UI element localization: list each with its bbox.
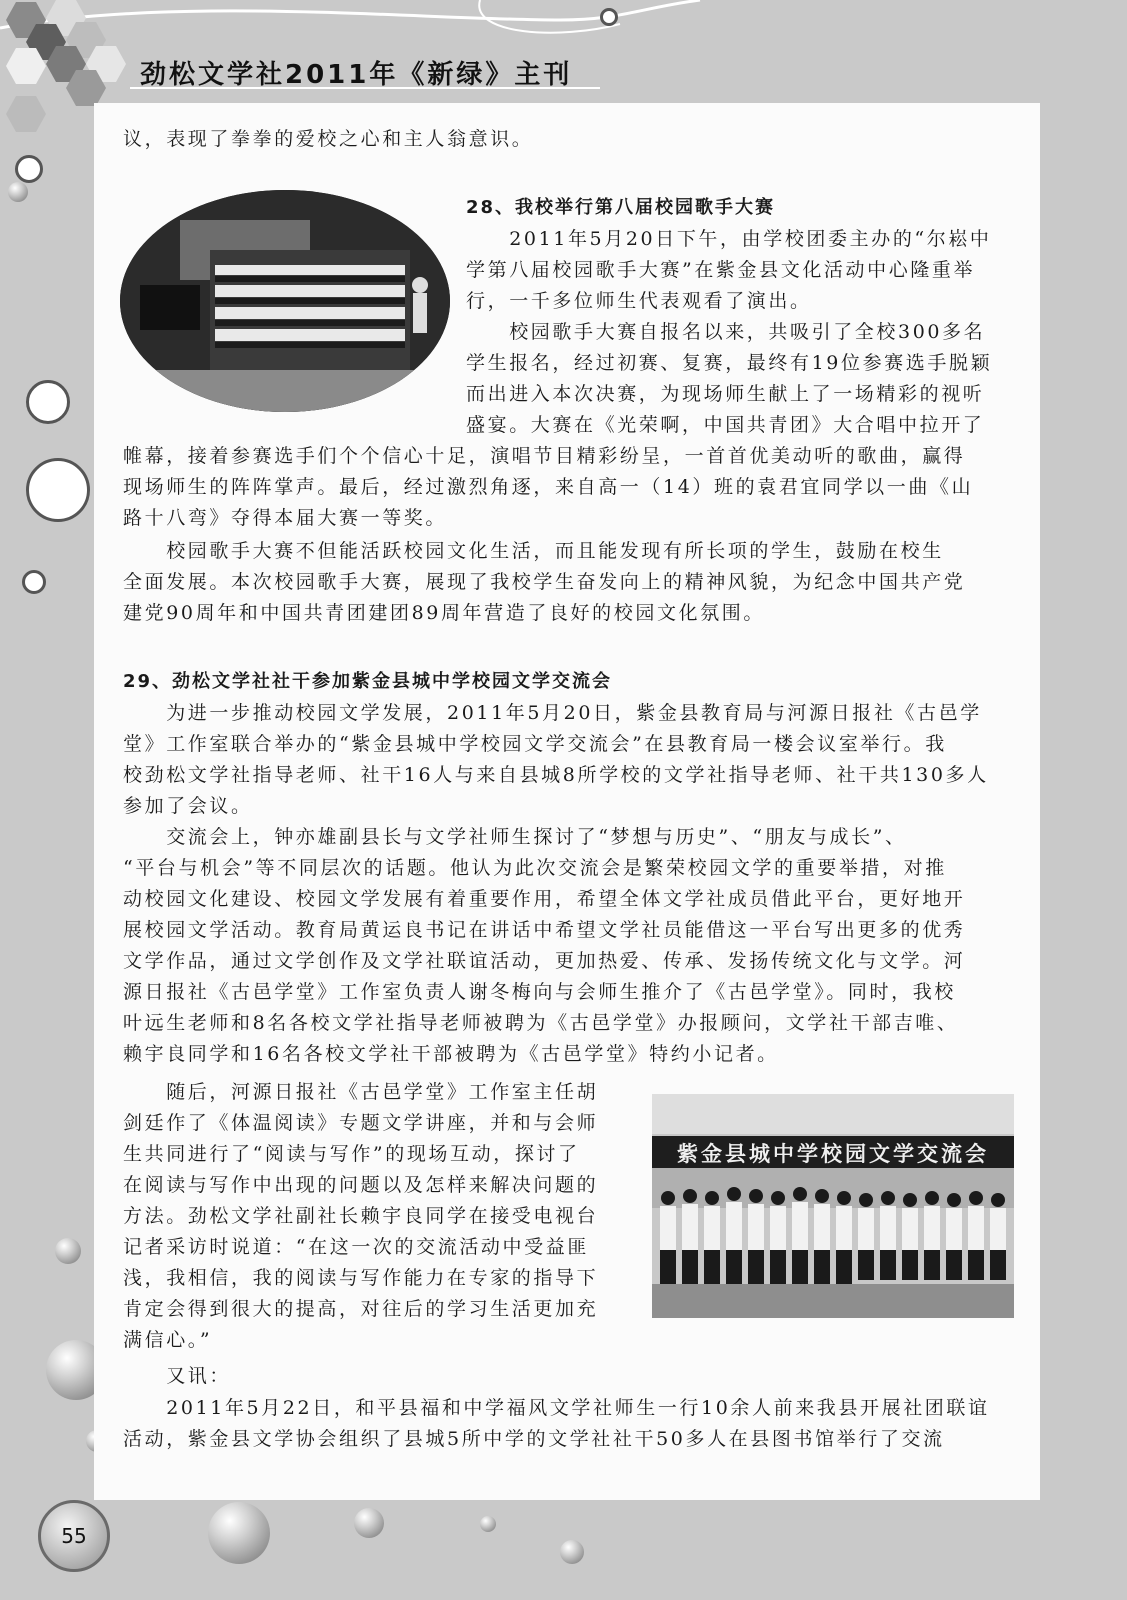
text-line: 校劲松文学社指导老师、社干16人与来自县城8所学校的文学社指导老师、社干共130多人 bbox=[123, 764, 989, 786]
ring-decoration bbox=[26, 380, 70, 424]
text-line: 现场师生的阵阵掌声。最后，经过激烈角逐，来自高一（14）班的袁君宜同学以一曲《山 bbox=[123, 476, 974, 498]
text-line: 全面发展。本次校园歌手大赛，展现了我校学生奋发向上的精神风貌，为纪念中国共产党 bbox=[123, 571, 966, 593]
bubble-decoration bbox=[354, 1508, 384, 1538]
bubble-decoration bbox=[55, 1238, 81, 1264]
text-line: 校园歌手大赛不但能活跃校园文化生活，而且能发现有所长项的学生，鼓励在校生 bbox=[123, 540, 944, 562]
text-line: 帷幕，接着参赛选手们个个信心十足，演唱节目精彩纷呈，一首首优美动听的歌曲，赢得 bbox=[123, 445, 966, 467]
text-line: 赖宇良同学和16名各校文学社干部被聘为《古邑学堂》特约小记者。 bbox=[123, 1043, 779, 1065]
section-28-heading: 28、我校举行第八届校园歌手大赛 bbox=[466, 197, 776, 218]
text-line: 剑廷作了《体温阅读》专题文学讲座，并和与会师 bbox=[123, 1112, 599, 1134]
ring-decoration bbox=[22, 570, 46, 594]
section-29-heading: 29、劲松文学社社干参加紫金县城中学校园文学交流会 bbox=[123, 671, 613, 692]
bubble-decoration bbox=[208, 1502, 270, 1564]
bubble-decoration bbox=[560, 1540, 584, 1564]
text-line: 2011年5月22日，和平县福和中学福风文学社师生一行10余人前来我县开展社团联谊 bbox=[123, 1397, 990, 1419]
photo-banner-text: 紫金县城中学校园文学交流会 bbox=[677, 1141, 989, 1166]
text-line: 随后，河源日报社《古邑学堂》工作室主任胡 bbox=[123, 1081, 599, 1103]
text-line: 建党90周年和中国共青团建团89周年营造了良好的校园文化氛围。 bbox=[123, 602, 765, 624]
text-line: 记者采访时说道：“在这一次的交流活动中受益匪 bbox=[123, 1236, 589, 1258]
text-line: 源日报社《古邑学堂》工作室负责人谢冬梅向与会师生推介了《古邑学堂》。同时，我校 bbox=[123, 981, 956, 1003]
text-line: 路十八弯》夺得本届大赛一等奖。 bbox=[123, 507, 448, 529]
text-line: 盛宴。大赛在《光荣啊，中国共青团》大合唱中拉开了 bbox=[466, 414, 985, 436]
ring-decoration bbox=[600, 8, 618, 26]
choir-photo bbox=[120, 190, 450, 412]
text-line: 行，一千多位师生代表观看了演出。 bbox=[466, 290, 812, 312]
text-line: 展校园文学活动。教育局黄运良书记在讲话中希望文学社员能借这一平台写出更多的优秀 bbox=[123, 919, 966, 941]
text-line: 学第八届校园歌手大赛”在紫金县文化活动中心隆重举 bbox=[466, 259, 976, 281]
exchange-meeting-photo bbox=[652, 1094, 1014, 1318]
text-line: 又讯： bbox=[123, 1365, 232, 1387]
text-line: 满信心。” bbox=[123, 1329, 213, 1351]
text-line: 为进一步推动校园文学发展，2011年5月20日，紫金县教育局与河源日报社《古邑学 bbox=[123, 702, 982, 724]
text-line: 叶远生老师和8名各校文学社指导老师被聘为《古邑学堂》办报顾问，文学社干部吉唯、 bbox=[123, 1012, 959, 1034]
text-line: 2011年5月20日下午，由学校团委主办的“尔崧中 bbox=[466, 228, 992, 250]
text-line: 生共同进行了“阅读与写作”的现场互动，探讨了 bbox=[123, 1143, 580, 1165]
bubble-decoration bbox=[8, 182, 28, 202]
text-line: 堂》工作室联合举办的“紫金县城中学校园文学交流会”在县教育局一楼会议室举行。我 bbox=[123, 733, 947, 755]
text-line: 而出进入本次决赛，为现场师生献上了一场精彩的视听 bbox=[466, 383, 985, 405]
ring-decoration bbox=[26, 458, 90, 522]
text-line: 动校园文化建设、校园文学发展有着重要作用，希望全体文学社成员借此平台，更好地开 bbox=[123, 888, 966, 910]
text-line: “平台与机会”等不同层次的话题。他认为此次交流会是繁荣校园文学的重要举措，对推 bbox=[123, 857, 947, 879]
text-line: 活动，紫金县文学协会组织了县城5所中学的文学社社干50多人在县图书馆举行了交流 bbox=[123, 1428, 945, 1450]
text-line: 文学作品，通过文学创作及文学社联谊活动，更加热爱、传承、发扬传统文化与文学。河 bbox=[123, 950, 966, 972]
page-number: 55 bbox=[38, 1500, 110, 1572]
text-line: 议，表现了拳拳的爱校之心和主人翁意识。 bbox=[123, 128, 534, 150]
text-line: 学生报名，经过初赛、复赛，最终有19位参赛选手脱颖 bbox=[466, 352, 993, 374]
text-line: 浅，我相信，我的阅读与写作能力在专家的指导下 bbox=[123, 1267, 599, 1289]
ring-decoration bbox=[15, 155, 43, 183]
text-line: 方法。劲松文学社副社长赖宇良同学在接受电视台 bbox=[123, 1205, 599, 1227]
text-line: 参加了会议。 bbox=[123, 795, 253, 817]
text-line: 交流会上，钟亦雄副县长与文学社师生探讨了“梦想与历史”、“朋友与成长”、 bbox=[123, 826, 907, 848]
bubble-decoration bbox=[480, 1516, 496, 1532]
text-line: 在阅读与写作中出现的问题以及怎样来解决问题的 bbox=[123, 1174, 599, 1196]
magazine-header-title: 劲松文学社2011年《新绿》主刊 bbox=[140, 60, 573, 90]
text-line: 肯定会得到很大的提高，对往后的学习生活更加充 bbox=[123, 1298, 599, 1320]
text-line: 校园歌手大赛自报名以来，共吸引了全校300多名 bbox=[466, 321, 986, 343]
